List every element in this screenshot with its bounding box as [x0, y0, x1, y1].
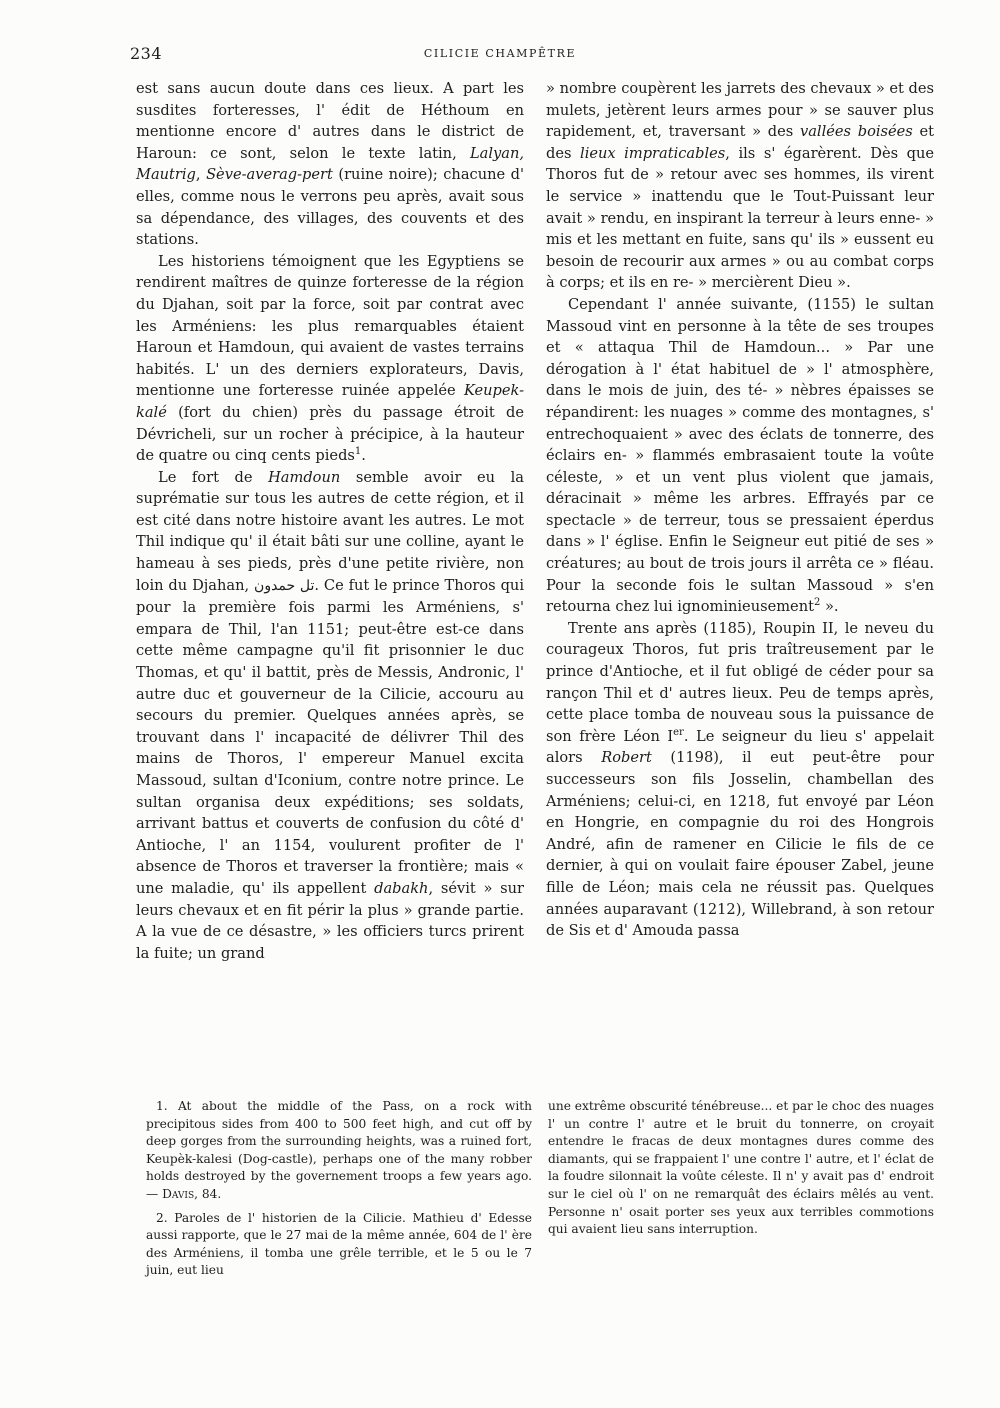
text-run: 1. At about the middle of the Pass, on a rock with precipitous sides from 400 to 500 feet high, and cut off by deep gorges from the surrounding heights, was a ruined fort, Keupèk-kalesi (Dog-castle), perhaps one of the many robber holds destroyed by the governement troops a few years ago. —	[146, 1099, 532, 1201]
text-run: , 84.	[194, 1186, 222, 1201]
author-name: Davis	[162, 1186, 195, 1201]
arabic-place-name: تل حمدون	[254, 577, 315, 594]
text-run: et des	[546, 123, 935, 162]
right-paragraph-2	[546, 294, 934, 618]
italic-name: Robert	[601, 749, 652, 767]
footnotes-left	[146, 1098, 532, 1286]
right-column	[546, 78, 934, 942]
footnote-ref-1[interactable]: 1	[354, 446, 362, 458]
italic-phrase: lieux impraticables	[580, 144, 726, 162]
text-run: , sévit » sur leurs chevaux et en fit périr la plus » grande partie. A la vue de ce désastre, » les officiers turcs prirent la fuite; un grand	[136, 879, 524, 962]
footnote-ref-2[interactable]: 2	[813, 597, 821, 609]
text-run: semble avoir eu la suprématie sur tous les autres de cette région, et il est cité dans notre histoire avant les autres. Le mot Thil indique qu' il était bâti sur une colline, ayant le hameau à ses pieds, près d'une petite rivière, non loin du Djahan,	[136, 468, 524, 594]
italic-term: dabakh	[374, 879, 429, 897]
left-paragraph-2	[136, 251, 524, 467]
page-header	[0, 44, 1000, 68]
running-title: CILICIE CHAMPÊTRE	[423, 47, 577, 60]
right-paragraph-3	[546, 618, 934, 942]
text-run: .	[361, 447, 366, 465]
page-number: 234	[130, 44, 163, 63]
text-run: . Ce fut le prince Thoros qui pour la première fois parmi les Arméniens, s' empara de Thil, l'an 1151; peut-être est-ce dans cette même campagne qu'il fit prisonnier le duc Thomas, et qu' il battit, près de Messis, Andronic, l' autre duc et gouverneur de la Cilicie, accouru au secours du premier. Quelques années après, se trouvant dans l' incapacité de délivrer Thil des mains de Thoros, l' empereur Manuel excita Massoud, sultan d'Iconium, contre notre prince. Le sultan organisa deux expéditions; ses soldats, arrivant battus et couverts de confusion du côté d' Antioche, l' an 1154, voulurent profiter de l' absence de Thoros et traverser la frontière; mais « une maladie, qu' ils appellent	[136, 576, 524, 897]
text-run: Cependant l' année suivante, (1155) le sultan Massoud vint en personne à la tête de ses troupes et « attaqua Thil de Hamdoun... » Par une dérogation à l' état habituel de » l' atmosphère, dans le mois de juin, des té- » nèbres épaisses se répandirent: les nuages » comme des montagnes, s' entrechoquaient » avec des éclats de tonnerre, des éclairs en- » flammés embrasaient toute la voûte céleste, » et un vent plus violent que jamais, déracinait » même les arbres. Effrayés par ce spectacle » de terreur, tous se pressaient éperdus dans » l' église. Enfin le Seigneur eut pitié de ses » créatures; au bout de trois jours il arrêta ce » fléau. Pour la seconde fois le sultan Massoud » s'en retourna chez lui ignominieusement	[546, 295, 934, 616]
italic-place-name: Keupek-kalé	[136, 382, 524, 421]
text-run: » nombre coupèrent les jarrets des chevaux » et des mulets, jetèrent leurs armes pour » se sauver plus rapidement, et, traversant » des	[546, 80, 934, 141]
left-column	[136, 78, 524, 964]
text-run: Trente ans après (1185), Roupin II, le neveu du courageux Thoros, fut pris traîtreusement par le prince d'Antioche, et il fut obligé de céder pour sa rançon Thil et d' autres lieux. Peu de temps après, cette place tomba de nouveau sous la puissance de son frère Léon I	[546, 619, 934, 745]
italic-place-name: Sève-averag-pert	[206, 166, 333, 184]
text-run: (ruine noire); chacune d' elles, comme nous le verrons peu après, avait sous sa dépendance, des villages, des couvents et des stations.	[136, 166, 525, 249]
text-run: , ils s' égarèrent. Dès que Thoros fut de » retour avec ses hommes, ils virent le service » inattendu que le Tout-Puissant leur avait » rendu, en inspirant la terreur à leurs enne- » mis et les mettant en fuite, sans qu' ils » eussent eu besoin de recourir aux armes » ou au combat corps à corps; et ils en re- » mercièrent Dieu ».	[546, 144, 935, 292]
footnote-2-continued: une extrême obscurité ténébreuse... et par le choc des nuages l' un contre l' autre et le bruit du tonnerre, on croyait entendre le fracas de deux montagnes dures comme des diamants, qui se frappaient l' une contre l' autre, et l' éclat de la foudre silonnait la voûte céleste. Il n' y avait pas d' endroit sur le ciel où l' on ne remarquât des éclairs mêlés au vent. Personne n' osait porter ses yeux aux terribles commotions qui avaient lieu sans interruption.	[548, 1099, 934, 1237]
text-run: (1198), il eut peut-être pour successeurs son fils Josselin, chambellan des Arméniens; celui-ci, en 1218, fut envoyé par Léon en Hongrie, en compagnie du roi des Hongrois André, afin de ramener en Cilicie le fils de ce dernier, à qui on voulait faire épouser Zabel, jeune fille de Léon; mais cela ne réussit pas. Quelques années auparavant (1212), Willebrand, à son retour de Sis et d' Amouda passa	[546, 749, 934, 940]
footnotes-right	[548, 1098, 934, 1245]
superscript-ordinal: er	[673, 726, 684, 738]
footnote-1	[146, 1098, 532, 1204]
text-run: ,	[195, 166, 207, 184]
left-paragraph-1	[136, 78, 524, 251]
text-run: Le fort de	[158, 468, 269, 486]
right-paragraph-1	[546, 78, 934, 294]
left-paragraph-3	[136, 467, 524, 965]
italic-phrase: vallées boisées	[799, 123, 913, 141]
italic-place-names: Lalyan, Mautrig	[136, 144, 524, 184]
italic-place-name: Hamdoun	[268, 468, 341, 486]
text-run: est sans aucun doute dans ces lieux. A part les susdites forteresses, l' édit de Héthoum en mentionne encore d' autres dans le district de Haroun: ce sont, selon le texte latin,	[136, 80, 524, 162]
text-run: ».	[820, 598, 839, 616]
text-run: Les historiens témoignent que les Egyptiens se rendirent maîtres de quinze forteresse de la région du Djahan, soit par la force, soit par contrat avec les Arméniens: les plus remarquables étaient Haroun et Hamdoun, qui avaient de vastes terrains habités. L' un des derniers explorateurs, Davis, mentionne une forteresse ruinée appelée	[136, 252, 524, 400]
text-run: . Le seigneur du lieu s' appelait alors	[546, 727, 934, 767]
footnote-2: 2. Paroles de l' historien de la Cilicie. Mathieu d' Edesse aussi rapporte, que le 27 mai de la même année, 604 de l' ère des Arméniens, il tomba une grêle terrible, et le 5 ou le 7 juin, eut lieu	[146, 1210, 532, 1278]
text-run: (fort du chien) près du passage étroit de Dévricheli, sur un rocher à précipice, à la hauteur de quatre ou cinq cents pieds	[136, 403, 524, 465]
